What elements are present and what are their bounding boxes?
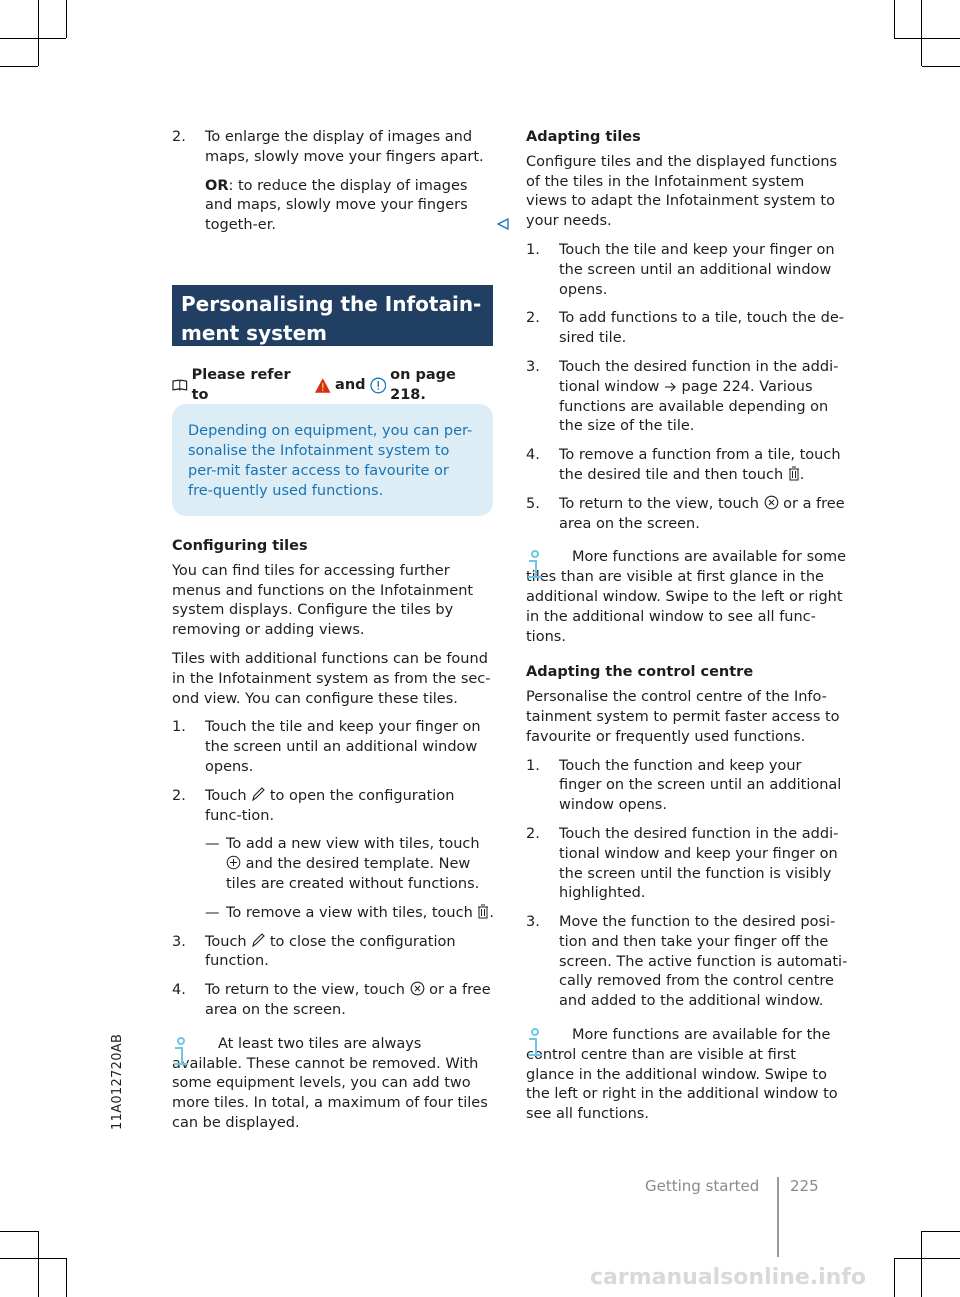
info-note — [526, 1026, 848, 1125]
item-number: 4. — [526, 447, 540, 464]
item-number: 2. — [172, 787, 186, 804]
item-number: 2. — [526, 825, 540, 842]
item-text: to close the configuration function. — [205, 933, 456, 970]
list-item — [172, 787, 494, 827]
page-link[interactable]: page 224. Various functions are available depending on the size of the tile. — [559, 378, 829, 435]
configuring-p2: Tiles with additional functions can be found in the Infotainment system as from the sec-ond view. You can configure these tiles. — [172, 650, 491, 707]
item-number: 5. — [526, 495, 540, 512]
configuring-tiles — [172, 537, 494, 1144]
item-text: To remove a view with tiles, touch — [226, 904, 473, 921]
item-number: 3. — [172, 933, 186, 950]
item-text: Touch the function and keep your finger on the screen until an additional window opens. — [559, 757, 842, 814]
list-item — [526, 241, 848, 300]
configuring-p1: You can find tiles for accessing further menus and functions on the Infotainment system displays. Configure the tiles by removing or adding views. — [172, 562, 474, 639]
item-number: 3. — [526, 914, 540, 931]
crop-mark — [922, 1231, 960, 1232]
document-code: 11A012720AB — [110, 1033, 125, 1130]
item-text: To return to the view, touch — [205, 982, 405, 999]
item-text: to open the configuration func-tion. — [205, 787, 455, 824]
item-number: 4. — [172, 982, 186, 999]
crop-mark — [894, 1258, 960, 1259]
list-item — [172, 128, 494, 168]
item-text: or a free area on the screen. — [205, 982, 491, 1018]
dash-bullet: — — [205, 904, 220, 921]
or-label: OR — [205, 177, 229, 194]
book-icon — [172, 379, 188, 392]
list-item — [526, 757, 848, 816]
item-text: Touch the tile and keep your finger on the screen until an additional window opens. — [205, 719, 481, 775]
configuring-heading: Configuring tiles — [172, 538, 308, 554]
crop-mark — [894, 38, 960, 39]
crop-mark — [894, 1258, 895, 1297]
crop-mark — [66, 0, 67, 38]
crop-mark — [38, 0, 39, 66]
item-number: 1. — [526, 757, 540, 774]
list-item — [172, 718, 494, 777]
item-number: 1. — [526, 241, 540, 258]
list-item — [172, 981, 494, 1021]
crop-mark — [0, 1231, 38, 1232]
intro-box — [172, 404, 493, 516]
adapting-tiles-p1: Configure tiles and the displayed functions of the tiles in the Infotainment system views to adapt the Infotainment system to your needs. — [526, 153, 838, 230]
section-title-line2: ment system — [181, 321, 327, 345]
item-text: Move the function to the desired posi-tion and then take your finger off the screen. The active function is automati-cally removed from the control centre and added to the additional window. — [559, 914, 848, 1010]
item-text: To remove a function from a tile, touch the desired tile and then touch — [559, 447, 841, 483]
right-column — [526, 128, 848, 1135]
end-of-section-icon — [497, 218, 509, 230]
list-item — [172, 835, 494, 894]
page-number: 225 — [790, 1177, 819, 1195]
info-icon — [526, 1028, 544, 1058]
list-item — [526, 446, 848, 486]
notice-icon — [370, 377, 387, 394]
or-text: : to reduce the display of images and maps, slowly move your fingers togeth-er. — [205, 177, 468, 234]
list-item — [172, 933, 494, 973]
item-text: To add functions to a tile, touch the de-sired tile. — [559, 310, 844, 347]
trash-icon — [788, 466, 800, 481]
item-number: 2. — [526, 310, 540, 327]
crop-mark — [66, 1258, 67, 1297]
section-title — [172, 285, 493, 346]
pencil-icon — [251, 933, 265, 948]
note-text: More functions are available for the control centre than are visible at first glance in the additional window. Swipe to the left or right in the additional window to see all functions. — [526, 1027, 838, 1123]
note-text: At least two tiles are always available. These cannot be removed. With some equipment levels, you can add two more tiles. In total, a maximum of four tiles can be displayed. — [172, 1035, 488, 1131]
crop-mark — [0, 38, 66, 39]
crop-mark — [38, 1231, 39, 1297]
list-item-or — [172, 177, 494, 236]
footer-divider — [777, 1177, 779, 1257]
item-text: or a free area on the screen. — [559, 495, 845, 532]
trash-icon — [477, 904, 489, 919]
list-item — [526, 913, 848, 1012]
left-column-top — [172, 128, 494, 245]
crop-mark — [922, 66, 960, 67]
item-text: Touch the desired function in the addi-tional window — [559, 358, 839, 395]
section-title-line1: Personalising the Infotain- — [181, 292, 482, 316]
arrow-right-icon — [664, 381, 677, 393]
crop-mark — [894, 0, 895, 38]
pencil-icon — [251, 787, 265, 802]
crop-mark — [0, 1258, 66, 1259]
crop-mark — [921, 1231, 922, 1297]
list-item — [526, 495, 848, 535]
item-number: 3. — [526, 358, 540, 375]
list-item — [526, 825, 848, 904]
item-text: . — [489, 904, 494, 921]
item-text: Touch — [205, 933, 247, 950]
close-icon — [410, 981, 425, 996]
refer-prefix: Please refer to — [191, 367, 291, 403]
info-icon — [172, 1037, 190, 1067]
adapting-tiles-heading: Adapting tiles — [526, 129, 641, 145]
control-centre-p1: Personalise the control centre of the Info-tainment system to permit faster access to favourite or frequently used functions. — [526, 689, 840, 745]
item-text: To enlarge the display of images and maps, slowly move your fingers apart. — [205, 129, 484, 165]
info-icon — [526, 550, 544, 580]
item-text: and the desired template. New tiles are created without functions. — [226, 856, 480, 892]
refer-suffix: on page 218. — [390, 367, 456, 403]
footer-section: Getting started — [645, 1177, 760, 1195]
list-item — [172, 904, 494, 924]
item-text: Touch the desired function in the addi-tional window and keep your finger on the screen until the function is visibly highlighted. — [559, 825, 839, 902]
item-text: Touch — [205, 787, 247, 804]
item-number: 1. — [172, 719, 186, 736]
crop-mark — [921, 0, 922, 66]
item-text: To add a new view with tiles, touch — [226, 836, 480, 853]
warning-icon — [314, 377, 332, 394]
crop-mark — [0, 66, 38, 67]
close-icon — [764, 495, 779, 510]
dash-bullet: — — [205, 836, 220, 853]
info-note — [172, 1035, 494, 1134]
item-text: To return to the view, touch — [559, 495, 759, 512]
control-centre-heading: Adapting the control centre — [526, 664, 754, 681]
item-text: Touch the tile and keep your finger on the screen until an additional window opens. — [559, 241, 835, 298]
intro-text: Depending on equipment, you can per-sonalise the Infotainment system to per-mit faster access to favourite or fre-quently used functions. — [188, 423, 473, 499]
refer-and: and — [335, 376, 366, 393]
add-icon — [226, 855, 241, 870]
list-item — [526, 358, 848, 437]
note-text: More functions are available for some tiles than are visible at first glance in the additional window. Swipe to the left or right in the additional window to see all func-tions. — [526, 549, 847, 645]
item-number: 2. — [172, 129, 186, 145]
item-text: . — [799, 466, 805, 483]
watermark: carmanualsonline.info — [590, 1265, 866, 1290]
info-note — [526, 548, 848, 647]
refer-line — [172, 366, 494, 406]
list-item — [526, 309, 848, 349]
